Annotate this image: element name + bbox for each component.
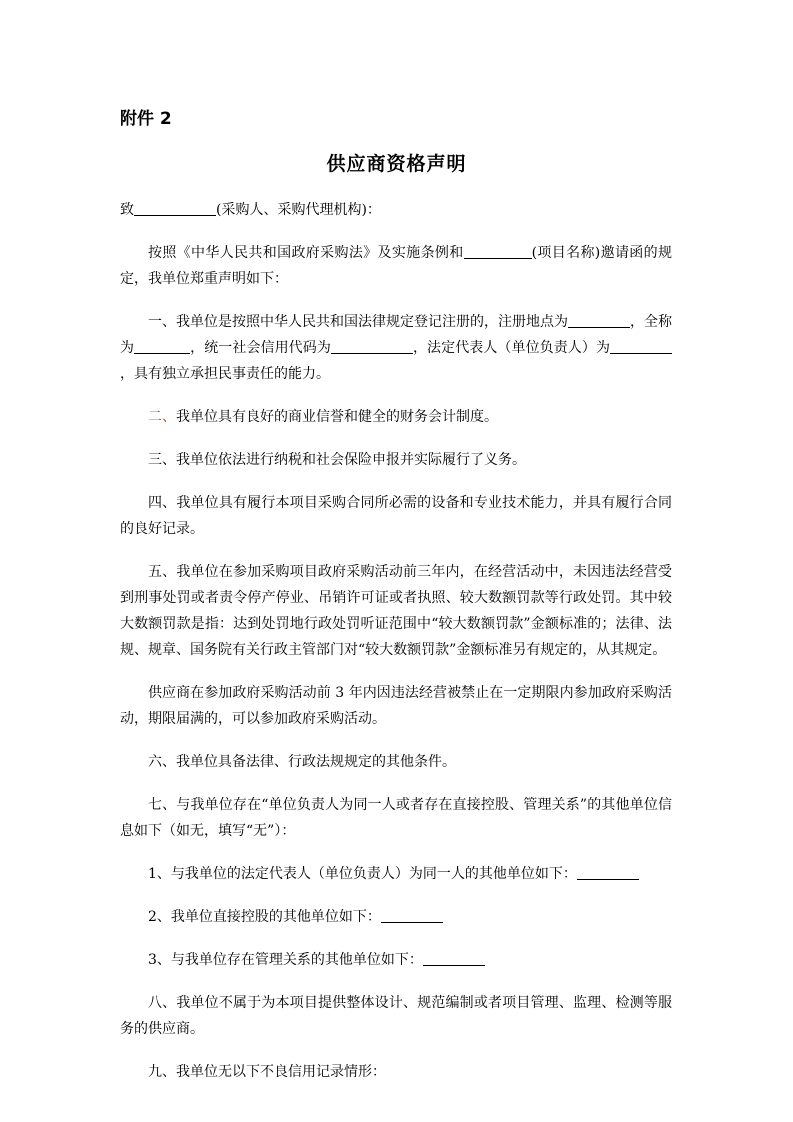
clause-7-item-2 xyxy=(120,904,672,930)
intro-text-a: 按照《中华人民共和国政府采购法》及实施条例和 xyxy=(148,245,464,261)
clause-1-text-a: 一、我单位是按照中华人民共和国法律规定登记注册的，注册地点为 xyxy=(148,314,568,330)
clause-5: 五、我单位在参加采购项目政府采购活动前三年内，在经营活动中，未因违法经营受到刑事处罚或者责令停产停业、吊销许可证或者执照、较大数额罚款等行政处罚。其中较大数额罚款是指：达到处罚地行政处罚听证范围中“较大数额罚款”金额标准的；法律、法规、规章、国务院有关行政主管部门对“较大数额罚款”金额标准另有规定的，从其规定。 xyxy=(120,564,672,658)
clause-1 xyxy=(120,309,672,387)
declaration-body xyxy=(120,197,672,1102)
purchaser-blank xyxy=(134,199,216,216)
controlled-units-blank xyxy=(381,906,443,923)
clause-7-item-1-text: 1、与我单位的法定代表人（单位负责人）为同一人的其他单位如下： xyxy=(148,866,577,882)
clause-4: 四、我单位具有履行本项目采购合同所必需的设备和专业技术能力，并具有履行合同的良好记录。 xyxy=(120,495,672,537)
clause-8: 八、我单位不属于为本项目提供整体设计、规范编制或者项目管理、监理、检测等服务的供应商。 xyxy=(120,995,672,1037)
managed-units-blank xyxy=(423,949,485,966)
page-title: 供应商资格声明 xyxy=(326,153,467,175)
project-name-blank xyxy=(464,242,532,259)
clause-2-text: 我单位具有良好的商业信誉和健全的财务会计制度。 xyxy=(176,409,498,425)
clause-7-item-1 xyxy=(120,861,672,887)
intro-paragraph xyxy=(120,240,672,292)
same-rep-units-blank xyxy=(577,863,639,880)
addressee-line xyxy=(120,197,672,223)
clause-7-item-3-text: 3、与我单位存在管理关系的其他单位如下： xyxy=(148,952,423,968)
clause-6: 六、我单位具备法律、行政法规规定的其他条件。 xyxy=(148,754,456,770)
clause-1-text-b: ，全称为 xyxy=(120,314,672,356)
clause-9: 九、我单位无以下不良信用记录情形： xyxy=(148,1064,386,1080)
addressee-prefix: 致 xyxy=(120,202,134,218)
clause-2-number: 二、 xyxy=(148,409,176,425)
clause-7-item-3 xyxy=(120,947,672,973)
clause-5-supplement: 供应商在参加政府采购活动前 3 年内因违法经营被禁止在一定期限内参加政府采购活动，期限届满的，可以参加政府采购活动。 xyxy=(120,685,672,727)
clause-2 xyxy=(120,404,672,430)
registered-place-blank xyxy=(568,311,630,328)
clause-3: 三、我单位依法进行纳税和社会保险申报并实际履行了义务。 xyxy=(148,452,526,468)
clause-1-text-e: ，具有独立承担民事责任的能力。 xyxy=(120,366,330,382)
clause-7-item-2-text: 2、我单位直接控股的其他单位如下： xyxy=(148,909,381,925)
credit-code-blank xyxy=(331,337,413,354)
legal-rep-blank xyxy=(610,337,672,354)
attachment-label: 附件 2 xyxy=(120,109,172,129)
full-name-blank xyxy=(134,337,190,354)
addressee-suffix: (采购人、采购代理机构)： xyxy=(216,202,381,218)
intro-text-b: (项目名称)邀请函的规定，我单位郑重声明如下： xyxy=(120,245,672,287)
clause-1-text-c: ，统一社会信用代码为 xyxy=(190,340,331,356)
clause-7: 七、与我单位存在“单位负责人为同一人或者存在直接控股、管理关系”的其他单位信息如下（如无，填写“无”）： xyxy=(120,797,672,839)
clause-1-text-d: ，法定代表人（单位负责人）为 xyxy=(412,340,611,356)
